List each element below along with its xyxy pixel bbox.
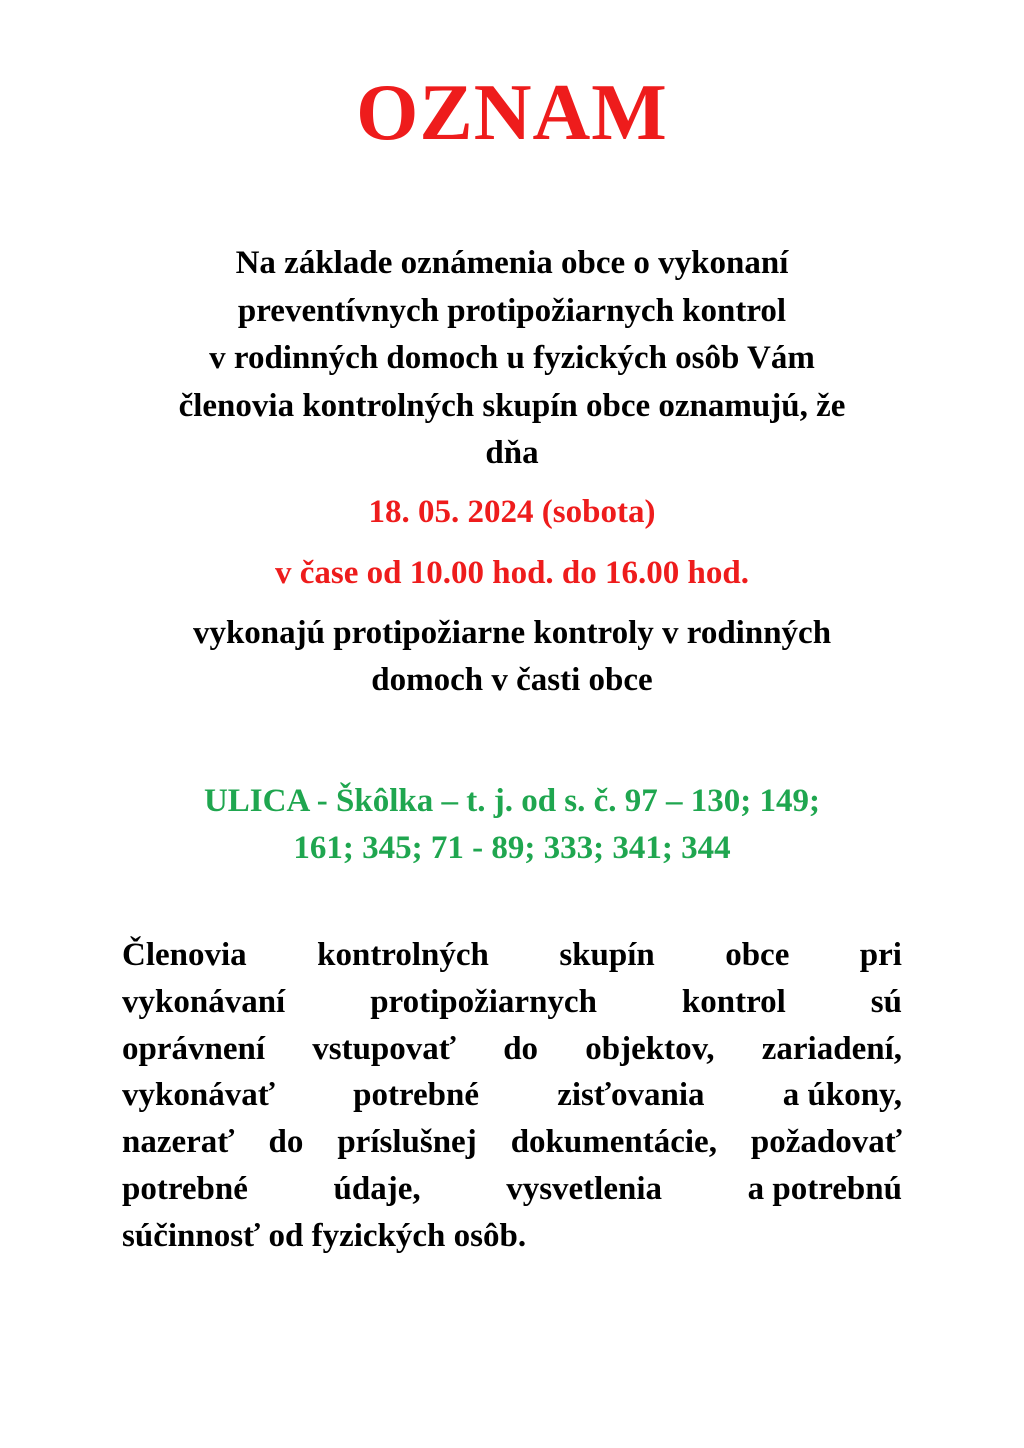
word: údaje, bbox=[333, 1170, 421, 1207]
word: oprávnení bbox=[122, 1030, 266, 1067]
word: požadovať bbox=[750, 1124, 902, 1161]
word: vykonávať bbox=[122, 1077, 275, 1114]
word: dokumentácie, bbox=[510, 1124, 717, 1161]
authority-line bbox=[122, 1166, 902, 1213]
word: kontrolných bbox=[317, 937, 489, 973]
action-line: vykonajú protipožiarne kontroly v rodinných bbox=[192, 615, 832, 651]
notice-title: OZNAM bbox=[356, 69, 668, 157]
word: kontrol bbox=[681, 983, 786, 1020]
word: do bbox=[503, 1030, 539, 1067]
action-line: domoch v časti obce bbox=[371, 662, 653, 698]
intro-line: členovia kontrolných skupín obce oznamujú, že bbox=[178, 387, 846, 424]
authority-paragraph bbox=[122, 932, 902, 1260]
word: obce bbox=[725, 937, 790, 973]
intro-line: v rodinných domoch u fyzických osôb Vám bbox=[209, 340, 815, 376]
intro-paragraph bbox=[80, 240, 944, 478]
word: vysvetlenia bbox=[506, 1170, 663, 1207]
street-line: 161; 345; 71 - 89; 333; 341; 344 bbox=[293, 830, 731, 866]
inspection-date: 18. 05. 2024 (sobota) bbox=[368, 494, 656, 530]
street-line: ULICA - Škôlka – t. j. od s. č. 97 – 130; 149; bbox=[203, 783, 821, 819]
intro-line: preventívnych protipožiarnych kontrol bbox=[237, 292, 787, 329]
word: a úkony, bbox=[782, 1077, 902, 1114]
word: potrebné bbox=[353, 1077, 479, 1114]
word: potrebné bbox=[122, 1170, 248, 1207]
authority-line bbox=[122, 932, 902, 979]
word: vykonávaní bbox=[122, 983, 286, 1020]
word: zisťovania bbox=[557, 1077, 705, 1114]
authority-last-line: súčinnosť od fyzických osôb. bbox=[122, 1217, 527, 1254]
street-range bbox=[80, 778, 944, 872]
word: objektov, bbox=[585, 1030, 715, 1067]
word: nazerať bbox=[122, 1124, 235, 1161]
word: zariadení, bbox=[761, 1030, 902, 1067]
word: protipožiarnych bbox=[370, 983, 597, 1020]
word: príslušnej bbox=[337, 1124, 477, 1161]
action-paragraph bbox=[80, 610, 944, 704]
authority-line bbox=[122, 1072, 902, 1119]
word: a potrebnú bbox=[747, 1170, 902, 1207]
authority-line bbox=[122, 979, 902, 1026]
word: sú bbox=[870, 983, 902, 1020]
word: skupín bbox=[559, 937, 655, 973]
intro-line: Na základe oznámenia obce o vykonaní bbox=[235, 245, 789, 281]
word: do bbox=[268, 1124, 304, 1161]
inspection-time: v čase od 10.00 hod. do 16.00 hod. bbox=[274, 555, 749, 591]
intro-line: dňa bbox=[485, 435, 539, 471]
authority-line bbox=[122, 1026, 902, 1073]
authority-line bbox=[122, 1119, 902, 1166]
word: vstupovať bbox=[312, 1030, 456, 1067]
word: Členovia bbox=[122, 937, 247, 973]
word: pri bbox=[859, 937, 902, 973]
